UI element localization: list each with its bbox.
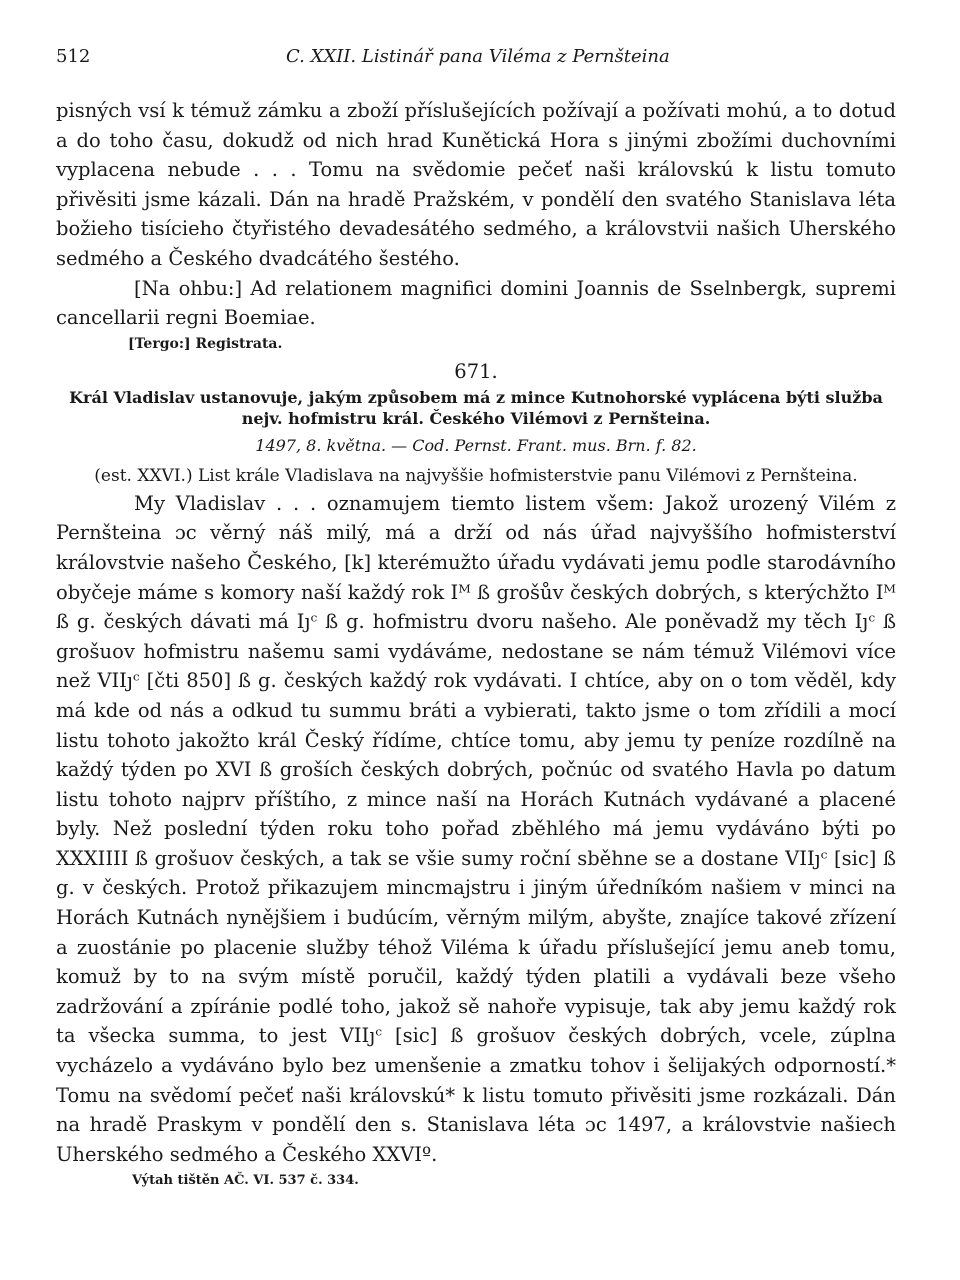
page-header	[56, 46, 904, 76]
tergo-note: [Tergo:] Registrata.	[128, 335, 283, 352]
running-title: C. XXII. Listinář pana Viléma z Pernšteina	[286, 46, 670, 67]
endorsement-note: [Na ohbu:] Ad relationem magnifici domini Joannis de Sselnbergk, supremi cancellarii regni Boemiae.	[56, 276, 896, 330]
document-text: My Vladislav . . . oznamujem tiemto listem všem: Jakož urozený Vilém z Pernšteina ɔc věrný náš milý, má a drží od nás úřad najvyššího hofmisterství královstvie našeho Českého, [k] kterémužto úřadu vydávati jemu podle starodávního obyčeje máme s komory naší každý rok Iᴹ ß grošův českých dobrých, s kterýchžto Iᴹ ß g. českých dávati má Iȷᶜ ß g. hofmistru dvoru našeho. Ale poněvadž my těch Iȷᶜ ß grošuov hofmistru našemu sami vydáváme, nedostane se nám témuž Vilémovi více než VIIȷᶜ [čti 850] ß g. českých každý rok vydávati. I chtíce, aby on o tom věděl, kdy má kde od nás a odkud tu summu bráti a vybierati, takto jsme o tom zřídili a mocí listu tohoto jakožto král Český řídíme, chtíce tomu, aby jemu ty peníze rozdílně na každý týden po XVI ß groších českých dobrých, počnúc od svatého Havla po datum listu tohoto najprv příštího, z mince naší na Horách Kutnách vydávané a placené byly. Než poslední týden roku toho pořad zběhlého má jemu vydáváno býti po XXXIIII ß grošuov českých, a tak se všie sumy roční sběhne se a dostane VIIȷᶜ [sic] ß g. v českých. Protož přikazujem mincmajstru i jiným úředníkóm našiem v minci na Horách Kutnách nynějšiem i budúcím, věrným milým, abyšte, znajíce takové zřízení a zuostánie po placenie služby téhož Viléma k úřadu příslušející jemu aneb tomu, komuž by to na svým místě poručil, každý týden platili a vydávali beze všeho zadržování a zpíránie podlé toho, jakož sě nahoře vypisuje, tak aby jemu každý rok ta všecka summa, to jest VIIȷᶜ [sic] ß grošuov českých dobrých, vcele, zúplna vycházelo a vydáváno bylo bez umenšenie a zmatku tohov i šelijakých odporností.* Tomu na svědomí pečeť naši královskú* k listu tomuto přivěsiti jsme rozkázali. Dán na hradě Praskym v pondělí den s. Stanislava léta ɔc 1497, a královstvie našiech Uherského sedmého a Českého XXVIº.	[56, 491, 896, 1166]
document-number: 671.	[454, 359, 498, 383]
document-regest: Král Vladislav ustanovuje, jakým způsobem má z mince Kutnohorské vyplácena býti služba nejv. hofmistru král. Českého Vilémovi z Pernšteina.	[69, 387, 883, 428]
date-and-source: 1497, 8. května. — Cod. Pernst. Frant. mus. Brn. f. 82.	[255, 435, 697, 455]
continued-paragraph: pisných vsí k témuž zámku a zboží příslušejících požívají a požívati mohú, a to dotud a do toho času, dokudž od nich hrad Kunětická Hora s jinými zbožími duchovními vyplacena nebude . . . Tomu na svědomie pečeť naši královskú k listu tomuto přivěsiti jsme kázali. Dán na hradě Pražském, v pondělí den svatého Stanislava léta božieho tisícieho čtyřistého devadesátého sedmého, a královstvii našich Uherského sedmého a Českého dvadcátého šestého.	[56, 99, 896, 270]
extract-note: Výtah tištěn AČ. VI. 537 č. 334.	[132, 1173, 359, 1189]
page-number: 512	[56, 46, 91, 67]
page-body	[56, 96, 896, 1193]
document-summary: (est. XXVI.) List krále Vladislava na najvyššie hofmisterstvie panu Vilémovi z Pernšteina.	[94, 465, 858, 486]
